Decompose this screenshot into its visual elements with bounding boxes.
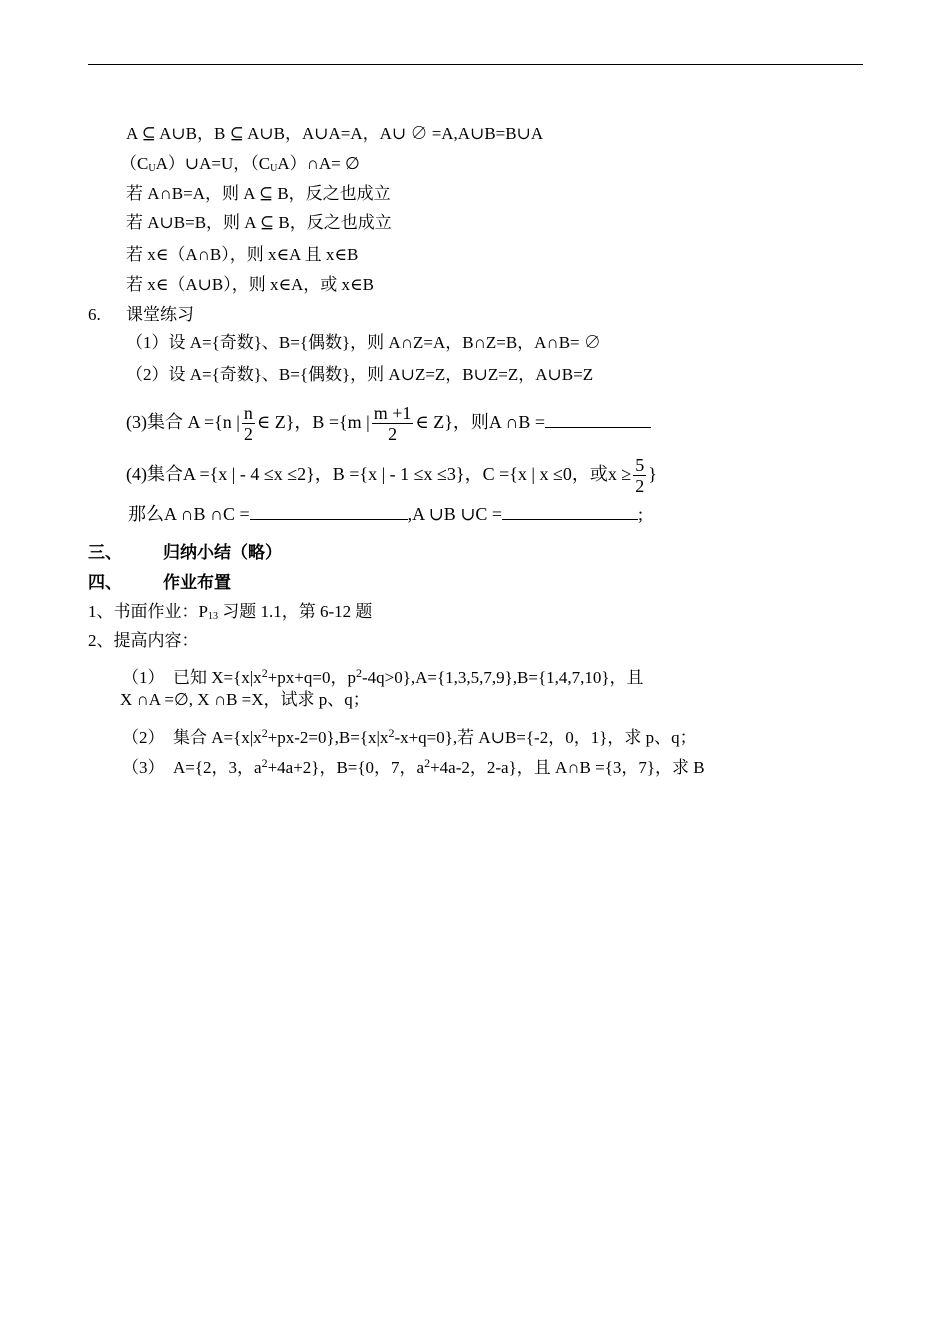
section-4-number: 四、: [88, 573, 122, 592]
property-line-3: 若 A∩B=A，则 A ⊆ B，反之也成立: [126, 184, 391, 203]
complement-line: $(C_UA)\cup A=U$，$(C_UA)\cap A=$ ∅: [120, 154, 360, 174]
problem-1-line-2: X ∩A =∅, X ∩B =X，试求 p、q；: [120, 690, 370, 709]
problem-2: （2） 集合 $A=\{x|x^2+px-2=0\},B=\{x|x^2-x+q=0\}$,若 A∪B={-2，0，1}，求 p、q；: [122, 726, 697, 747]
problem-3: （3） A={2，3，$a^2+4a+2$}，B={0，7，$a^2+4a-2$，2-a}，且 A∩B ={3，7}，求 B: [122, 756, 705, 777]
exercise-1: （1）设 A={奇数}、B={偶数}，则 A∩Z=A，B∩Z=B，A∩B= ∅: [126, 333, 601, 352]
section-3-title: 归纳小结（略）: [163, 543, 282, 562]
section-6-title: 课堂练习: [126, 305, 194, 324]
fraction-m-plus-1-over-2: $\frac{m +1}{2}$: [373, 403, 412, 445]
exercise-3: (3)集合 A ={n | $\frac{n}{2}$ ∈ Z}，B ={m | $\frac{m +1}{2}$ ∈ Z}，则A ∩B =: [126, 398, 651, 446]
header-rule: [88, 64, 863, 65]
answer-blank-union: [502, 505, 638, 520]
exercise-4-question: 那么A ∩B ∩C = ,A ∪B ∪C = ;: [128, 504, 644, 524]
answer-blank-intersection: [250, 505, 408, 520]
exercise-2: （2）设 A={奇数}、B={偶数}，则 A∪Z=Z，B∪Z=Z，A∪B=Z: [126, 365, 594, 384]
homework-1: 1、书面作业：$P_{13}$ 习题 1.1，第 6-12 题: [88, 602, 373, 622]
property-line-6: 若 x∈（A∪B），则 x∈A，或 x∈B: [126, 275, 374, 294]
fraction-5-over-2: $\frac{5}{2}$: [635, 455, 645, 497]
property-line-1: A ⊆ A∪B，B ⊆ A∪B，A∪A=A，A∪ ∅ =A,A∪B=B∪A: [126, 124, 544, 143]
homework-2: 2、提高内容：: [88, 631, 199, 650]
property-line-4: 若 A∪B=B，则 A ⊆ B，反之也成立: [126, 213, 392, 232]
answer-blank: [545, 413, 651, 428]
section-6-number: 6.: [88, 305, 101, 324]
fraction-n-over-2: $\frac{n}{2}$: [243, 403, 253, 445]
section-3-number: 三、: [88, 543, 122, 562]
property-line-5: 若 x∈（A∩B），则 x∈A 且 x∈B: [126, 245, 359, 264]
section-4-title: 作业布置: [163, 573, 231, 592]
problem-1-line-1: （1） 已知 $X=\{x|x^2+px+q=0$，$p^2-4q>0\},A=\{1,3,5,7,9\},B=\{1,4,7,10\}$，且: [122, 666, 644, 687]
exercise-4: (4)集合A ={x | - 4 ≤x ≤2}，B ={x | - 1 ≤x ≤3}，C ={x | x ≤0，或x ≥ $\frac{5}{2}$ }: [126, 455, 657, 497]
